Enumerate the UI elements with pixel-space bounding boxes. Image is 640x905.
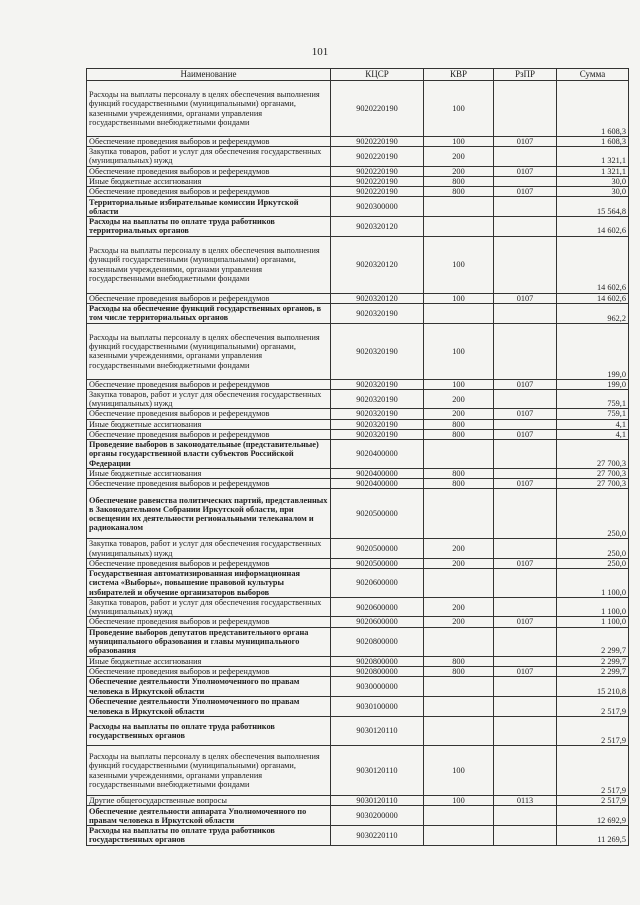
cell-rzpr (494, 419, 557, 429)
cell-name: Расходы на выплаты персоналу в целях обеспечения выполнения функций государственными (муниципальными) органами, казенными учреждениями, органами управления государственными внебюджетными фондами (87, 236, 331, 293)
cell-kcsr: 9030120110 (331, 717, 424, 746)
cell-kcsr: 9020400000 (331, 440, 424, 469)
table-row (87, 539, 629, 558)
cell-kcsr: 9030120110 (331, 746, 424, 796)
cell-kvr: 200 (424, 166, 494, 176)
cell-sum: 2 299,7 (557, 627, 629, 656)
table-row (87, 440, 629, 469)
cell-rzpr (494, 81, 557, 137)
table-row (87, 390, 629, 409)
cell-name: Закупка товаров, работ и услуг для обеспечения государственных (муниципальных) нужд (87, 598, 331, 617)
cell-sum: 1 100,0 (557, 598, 629, 617)
table-row (87, 166, 629, 176)
cell-kvr: 800 (424, 666, 494, 676)
cell-rzpr (494, 469, 557, 479)
cell-name: Расходы на выплаты по оплате труда работников государственных органов (87, 826, 331, 845)
cell-kvr (424, 697, 494, 717)
cell-kvr: 100 (424, 796, 494, 806)
cell-rzpr (494, 197, 557, 217)
cell-sum: 2 299,7 (557, 656, 629, 666)
header-name: Наименование (87, 69, 331, 81)
cell-rzpr (494, 598, 557, 617)
cell-name: Государственная автоматизированная информационная система «Выборы», повышение правовой культуры избирателей и обучение организаторов выборов (87, 569, 331, 598)
cell-kvr (424, 826, 494, 845)
cell-kcsr: 9030200000 (331, 806, 424, 826)
cell-kvr: 100 (424, 293, 494, 303)
cell-name: Обеспечение проведения выборов и референдумов (87, 293, 331, 303)
cell-kcsr: 9020400000 (331, 469, 424, 479)
cell-name: Иные бюджетные ассигнования (87, 419, 331, 429)
cell-kcsr: 9020600000 (331, 569, 424, 598)
header-kvr: КВР (424, 69, 494, 81)
cell-rzpr: 0107 (494, 617, 557, 627)
page-number: 101 (311, 46, 329, 58)
table-row (87, 217, 629, 236)
header-sum: Сумма (557, 69, 629, 81)
cell-name: Иные бюджетные ассигнования (87, 469, 331, 479)
cell-sum: 15 210,8 (557, 677, 629, 697)
cell-rzpr (494, 390, 557, 409)
cell-name: Иные бюджетные ассигнования (87, 176, 331, 186)
table-row (87, 796, 629, 806)
cell-rzpr: 0107 (494, 137, 557, 147)
cell-name: Закупка товаров, работ и услуг для обеспечения государственных (муниципальных) нужд (87, 539, 331, 558)
cell-name: Обеспечение проведения выборов и референдумов (87, 379, 331, 389)
cell-sum: 250,0 (557, 539, 629, 558)
cell-rzpr (494, 627, 557, 656)
cell-name: Обеспечение проведения выборов и референдумов (87, 137, 331, 147)
cell-name: Обеспечение деятельности Уполномоченного по правам человека в Иркутской области (87, 677, 331, 697)
cell-sum: 14 602,6 (557, 217, 629, 236)
cell-sum: 962,2 (557, 303, 629, 323)
cell-kvr: 800 (424, 656, 494, 666)
cell-kvr: 100 (424, 81, 494, 137)
table-row (87, 746, 629, 796)
cell-kcsr: 9020320190 (331, 323, 424, 379)
cell-sum: 199,0 (557, 379, 629, 389)
cell-sum: 30,0 (557, 176, 629, 186)
table-row (87, 569, 629, 598)
cell-kcsr: 9030220110 (331, 826, 424, 845)
cell-name: Расходы на выплаты по оплате труда работников государственных органов (87, 717, 331, 746)
cell-sum: 2 299,7 (557, 666, 629, 676)
table-row (87, 81, 629, 137)
cell-name: Территориальные избирательные комиссии Иркутской области (87, 197, 331, 217)
cell-rzpr (494, 303, 557, 323)
cell-kvr: 200 (424, 558, 494, 568)
cell-kvr: 100 (424, 323, 494, 379)
cell-name: Расходы на выплаты персоналу в целях обеспечения выполнения функций государственными (муниципальными) органами, казенными учреждениями, органами управления государственными внебюджетными фондами (87, 81, 331, 137)
table-row (87, 176, 629, 186)
table-row (87, 489, 629, 539)
cell-sum: 2 517,9 (557, 746, 629, 796)
cell-sum: 11 269,5 (557, 826, 629, 845)
cell-kcsr: 9030000000 (331, 677, 424, 697)
cell-kcsr: 9020600000 (331, 598, 424, 617)
cell-kcsr: 9020220190 (331, 147, 424, 166)
cell-rzpr (494, 746, 557, 796)
cell-sum: 759,1 (557, 390, 629, 409)
cell-kcsr: 9020500000 (331, 558, 424, 568)
table-row (87, 323, 629, 379)
cell-sum: 14 602,6 (557, 293, 629, 303)
cell-name: Расходы на выплаты персоналу в целях обеспечения выполнения функций государственными (муниципальными) органами, казенными учреждениями, органами управления государственными внебюджетными фондами (87, 323, 331, 379)
cell-kcsr: 9020320190 (331, 409, 424, 419)
cell-kvr (424, 489, 494, 539)
header-kcsr: КЦСР (331, 69, 424, 81)
cell-kvr (424, 303, 494, 323)
table-row (87, 677, 629, 697)
cell-rzpr: 0107 (494, 379, 557, 389)
table-row (87, 697, 629, 717)
cell-rzpr (494, 677, 557, 697)
cell-rzpr (494, 489, 557, 539)
cell-sum: 14 602,6 (557, 236, 629, 293)
table-row (87, 429, 629, 439)
table-row (87, 236, 629, 293)
cell-rzpr: 0107 (494, 293, 557, 303)
cell-kcsr: 9020320190 (331, 390, 424, 409)
cell-rzpr (494, 697, 557, 717)
cell-sum: 27 700,3 (557, 440, 629, 469)
cell-kcsr: 9020220190 (331, 166, 424, 176)
cell-rzpr: 0107 (494, 666, 557, 676)
cell-kcsr: 9030120110 (331, 796, 424, 806)
table-row (87, 293, 629, 303)
cell-kcsr: 9020220190 (331, 137, 424, 147)
table-row (87, 147, 629, 166)
cell-sum: 1 608,3 (557, 137, 629, 147)
cell-kvr: 200 (424, 147, 494, 166)
table-row (87, 137, 629, 147)
table-row (87, 826, 629, 845)
table-header-row (87, 69, 629, 81)
cell-rzpr: 0107 (494, 187, 557, 197)
cell-name: Обеспечение проведения выборов и референдумов (87, 409, 331, 419)
cell-kvr: 100 (424, 236, 494, 293)
cell-kvr: 200 (424, 409, 494, 419)
cell-name: Обеспечение равенства политических партий, представленных в Законодательном Собрании Иркутской области, при освещении их деятельности региональными телеканалом и радиоканалом (87, 489, 331, 539)
table-row (87, 598, 629, 617)
cell-name: Обеспечение проведения выборов и референдумов (87, 187, 331, 197)
table-row (87, 558, 629, 568)
cell-kvr: 200 (424, 539, 494, 558)
cell-kcsr: 9020800000 (331, 666, 424, 676)
cell-sum: 27 700,3 (557, 469, 629, 479)
cell-kvr: 200 (424, 617, 494, 627)
cell-kcsr: 9020800000 (331, 656, 424, 666)
cell-kcsr: 9020300000 (331, 197, 424, 217)
table-body (87, 81, 629, 846)
table-row (87, 666, 629, 676)
cell-name: Проведение выборов в законодательные (представительные) органы государственной власти субъектов Российской Федерации (87, 440, 331, 469)
cell-sum: 759,1 (557, 409, 629, 419)
table-row (87, 479, 629, 489)
cell-sum: 15 564,8 (557, 197, 629, 217)
cell-kcsr: 9020220190 (331, 187, 424, 197)
cell-kcsr: 9020320190 (331, 379, 424, 389)
cell-name: Расходы на выплаты по оплате труда работников территориальных органов (87, 217, 331, 236)
cell-sum: 250,0 (557, 489, 629, 539)
cell-kvr: 100 (424, 746, 494, 796)
cell-rzpr: 0113 (494, 796, 557, 806)
cell-name: Обеспечение деятельности Уполномоченного по правам человека в Иркутской области (87, 697, 331, 717)
cell-rzpr (494, 569, 557, 598)
cell-kvr: 100 (424, 379, 494, 389)
cell-kcsr: 9030100000 (331, 697, 424, 717)
cell-name: Закупка товаров, работ и услуг для обеспечения государственных (муниципальных) нужд (87, 147, 331, 166)
cell-kvr (424, 677, 494, 697)
cell-sum: 4,1 (557, 429, 629, 439)
table-row (87, 303, 629, 323)
cell-kvr: 800 (424, 429, 494, 439)
table-row (87, 379, 629, 389)
cell-kcsr: 9020400000 (331, 479, 424, 489)
table-row (87, 187, 629, 197)
budget-table (86, 68, 629, 846)
cell-name: Обеспечение проведения выборов и референдумов (87, 558, 331, 568)
cell-rzpr: 0107 (494, 558, 557, 568)
cell-name: Обеспечение проведения выборов и референдумов (87, 429, 331, 439)
cell-sum: 2 517,9 (557, 796, 629, 806)
cell-name: Другие общегосударственные вопросы (87, 796, 331, 806)
cell-sum: 199,0 (557, 323, 629, 379)
cell-rzpr: 0107 (494, 409, 557, 419)
cell-rzpr (494, 440, 557, 469)
cell-rzpr (494, 826, 557, 845)
cell-kcsr: 9020320120 (331, 217, 424, 236)
cell-kvr: 800 (424, 187, 494, 197)
cell-name: Закупка товаров, работ и услуг для обеспечения государственных (муниципальных) нужд (87, 390, 331, 409)
cell-rzpr: 0107 (494, 479, 557, 489)
cell-sum: 1 100,0 (557, 617, 629, 627)
cell-sum: 1 608,3 (557, 81, 629, 137)
cell-sum: 250,0 (557, 558, 629, 568)
cell-name: Обеспечение деятельности аппарата Уполномоченного по правам человека в Иркутской области (87, 806, 331, 826)
cell-rzpr (494, 236, 557, 293)
cell-kcsr: 9020320190 (331, 429, 424, 439)
cell-sum: 1 100,0 (557, 569, 629, 598)
cell-rzpr (494, 147, 557, 166)
cell-name: Иные бюджетные ассигнования (87, 656, 331, 666)
cell-rzpr (494, 539, 557, 558)
cell-rzpr: 0107 (494, 429, 557, 439)
cell-kvr (424, 717, 494, 746)
table-row (87, 469, 629, 479)
cell-kvr: 200 (424, 390, 494, 409)
cell-sum: 30,0 (557, 187, 629, 197)
cell-kcsr: 9020500000 (331, 539, 424, 558)
cell-kvr (424, 627, 494, 656)
cell-sum: 1 321,1 (557, 147, 629, 166)
cell-kcsr: 9020800000 (331, 627, 424, 656)
cell-kvr (424, 440, 494, 469)
cell-name: Обеспечение проведения выборов и референдумов (87, 479, 331, 489)
cell-kvr (424, 569, 494, 598)
cell-sum: 1 321,1 (557, 166, 629, 176)
cell-kcsr: 9020320190 (331, 303, 424, 323)
cell-sum: 2 517,9 (557, 717, 629, 746)
cell-name: Проведение выборов депутатов представительного органа муниципального образования и главы муниципального образования (87, 627, 331, 656)
header-rzpr: РзПР (494, 69, 557, 81)
cell-name: Обеспечение проведения выборов и референдумов (87, 166, 331, 176)
cell-kvr: 200 (424, 598, 494, 617)
cell-kvr (424, 197, 494, 217)
cell-kcsr: 9020320120 (331, 293, 424, 303)
table-row (87, 717, 629, 746)
table-row (87, 419, 629, 429)
table-row (87, 656, 629, 666)
cell-name: Расходы на выплаты персоналу в целях обеспечения выполнения функций государственными (муниципальными) органами, казенными учреждениями, органами управления государственными внебюджетными фондами (87, 746, 331, 796)
cell-rzpr (494, 217, 557, 236)
cell-rzpr (494, 176, 557, 186)
cell-kcsr: 9020220190 (331, 176, 424, 186)
cell-rzpr (494, 323, 557, 379)
cell-rzpr: 0107 (494, 166, 557, 176)
cell-kcsr: 9020600000 (331, 617, 424, 627)
cell-sum: 12 692,9 (557, 806, 629, 826)
cell-kvr: 800 (424, 479, 494, 489)
cell-kvr (424, 217, 494, 236)
cell-rzpr (494, 806, 557, 826)
cell-kcsr: 9020220190 (331, 81, 424, 137)
cell-name: Обеспечение проведения выборов и референдумов (87, 666, 331, 676)
table-row (87, 627, 629, 656)
cell-sum: 27 700,3 (557, 479, 629, 489)
cell-name: Обеспечение проведения выборов и референдумов (87, 617, 331, 627)
table-row (87, 409, 629, 419)
table-row (87, 617, 629, 627)
cell-kcsr: 9020500000 (331, 489, 424, 539)
table-row (87, 806, 629, 826)
cell-kvr: 800 (424, 419, 494, 429)
cell-rzpr (494, 656, 557, 666)
cell-kcsr: 9020320120 (331, 236, 424, 293)
cell-name: Расходы на обеспечение функций государственных органов, в том числе территориальных органов (87, 303, 331, 323)
cell-sum: 4,1 (557, 419, 629, 429)
cell-kvr: 800 (424, 469, 494, 479)
cell-kvr (424, 806, 494, 826)
cell-rzpr (494, 717, 557, 746)
cell-kvr: 800 (424, 176, 494, 186)
cell-kcsr: 9020320190 (331, 419, 424, 429)
cell-sum: 2 517,9 (557, 697, 629, 717)
cell-kvr: 100 (424, 137, 494, 147)
table-row (87, 197, 629, 217)
